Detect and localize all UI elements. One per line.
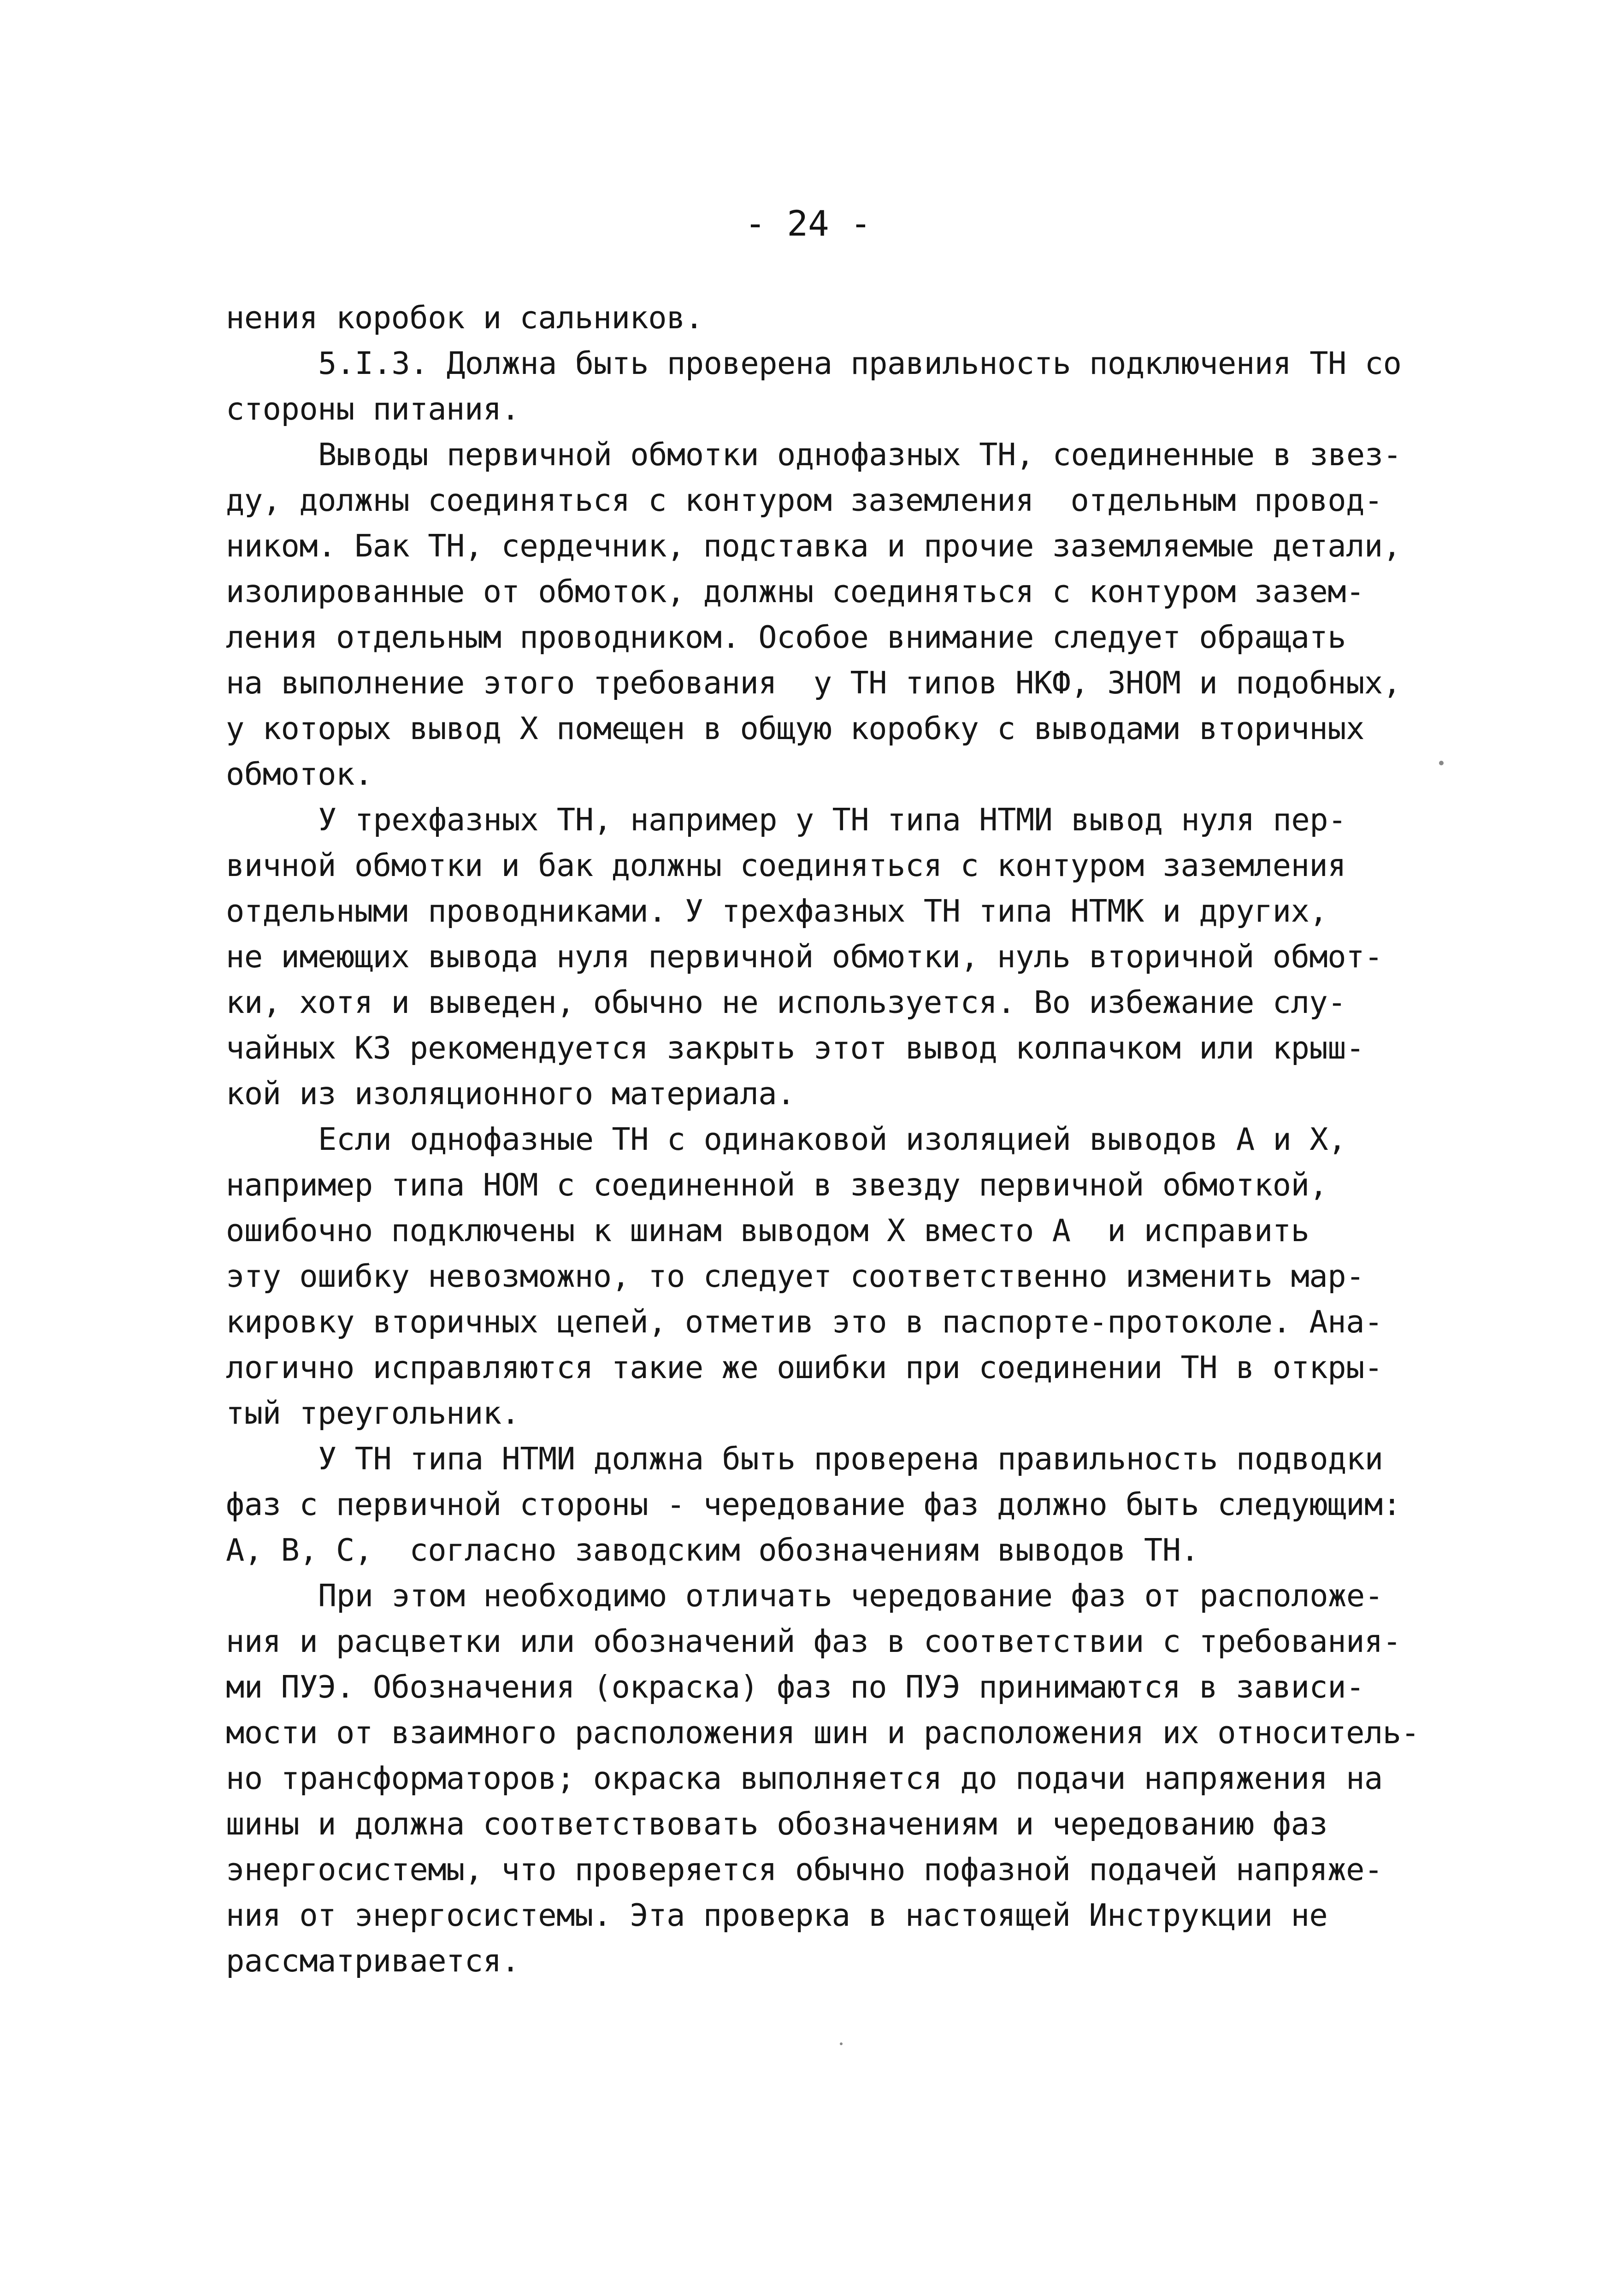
- text-line: A, B, C, согласно заводским обозначениям выводов ТН.: [226, 1532, 1199, 1568]
- scan-speck: [1439, 761, 1444, 765]
- text-line: Если однофазные ТН с одинаковой изоляцией выводов A и X,: [318, 1121, 1346, 1157]
- text-line: Выводы первичной обмотки однофазных ТН, соединенные в звез-: [318, 437, 1402, 473]
- text-line: стороны питания.: [226, 391, 520, 427]
- text-line: кировку вторичных цепей, отметив это в паспорте-протоколе. Ана-: [226, 1304, 1383, 1340]
- text-line: например типа НОМ с соединенной в звезду первичной обмоткой,: [226, 1167, 1328, 1203]
- text-line: ния и расцветки или обозначений фаз в соответствии с требования-: [226, 1623, 1401, 1659]
- text-line: шины и должна соответствовать обозначениям и чередованию фаз: [226, 1806, 1328, 1842]
- text-line: не имеющих вывода нуля первичной обмотки, нуль вторичной обмот-: [226, 939, 1383, 975]
- text-line: ми ПУЭ. Обозначения (окраска) фаз по ПУЭ принимаются в зависи-: [226, 1669, 1364, 1705]
- text-line: на выполнение этого требования у ТН типов НКФ, ЗНОМ и подобных,: [226, 665, 1401, 701]
- text-line: При этом необходимо отличать чередование фаз от расположе-: [318, 1578, 1383, 1614]
- text-line: энергосистемы, что проверяется обычно пофазной подачей напряже-: [226, 1852, 1383, 1888]
- text-line: у которых вывод X помещен в общую коробку с выводами вторичных: [226, 710, 1364, 746]
- scan-speck: [840, 2042, 843, 2045]
- text-line: ду, должны соединяться с контуром заземления отдельным провод-: [226, 482, 1383, 518]
- text-line: мости от взаимного расположения шин и расположения их относитель-: [226, 1715, 1420, 1751]
- text-line: но трансформаторов; окраска выполняется до подачи напряжения на: [226, 1760, 1383, 1796]
- text-line: тый треугольник.: [226, 1395, 520, 1431]
- text-line: нения коробок и сальников.: [226, 300, 703, 336]
- body-text: [226, 295, 1470, 1984]
- text-line: ления отдельным проводником. Особое внимание следует обращать: [226, 619, 1346, 655]
- text-line: ки, хотя и выведен, обычно не используется. Во избежание слу-: [226, 984, 1346, 1020]
- text-line: 5.I.3. Должна быть проверена правильность подключения ТН со: [318, 345, 1402, 381]
- page-number: - 24 -: [744, 203, 872, 244]
- text-line: рассматривается.: [226, 1943, 520, 1979]
- text-line: ником. Бак ТН, сердечник, подставка и прочие заземляемые детали,: [226, 528, 1401, 564]
- text-line: изолированные от обмоток, должны соединяться с контуром зазем-: [226, 574, 1364, 610]
- text-line: ния от энергосистемы. Эта проверка в настоящей Инструкции не: [226, 1897, 1328, 1933]
- text-line: фаз с первичной стороны - чередование фаз должно быть следующим:: [226, 1486, 1401, 1522]
- text-line: логично исправляются такие же ошибки при соединении ТН в откры-: [226, 1349, 1383, 1385]
- text-line: чайных КЗ рекомендуется закрыть этот вывод колпачком или крыш-: [226, 1030, 1364, 1066]
- text-line: эту ошибку невозможно, то следует соответственно изменить мар-: [226, 1258, 1364, 1294]
- text-line: обмоток.: [226, 756, 373, 792]
- text-line: ошибочно подключены к шинам выводом X вместо A и исправить: [226, 1213, 1309, 1249]
- text-line: кой из изоляционного материала.: [226, 1076, 795, 1112]
- text-line: У трехфазных ТН, например у ТН типа НТМИ вывод нуля пер-: [318, 802, 1346, 838]
- text-line: отдельными проводниками. У трехфазных ТН типа НТМК и других,: [226, 893, 1328, 929]
- text-line: вичной обмотки и бак должны соединяться с контуром заземления: [226, 847, 1346, 883]
- text-line: У ТН типа НТМИ должна быть проверена правильность подводки: [318, 1441, 1383, 1477]
